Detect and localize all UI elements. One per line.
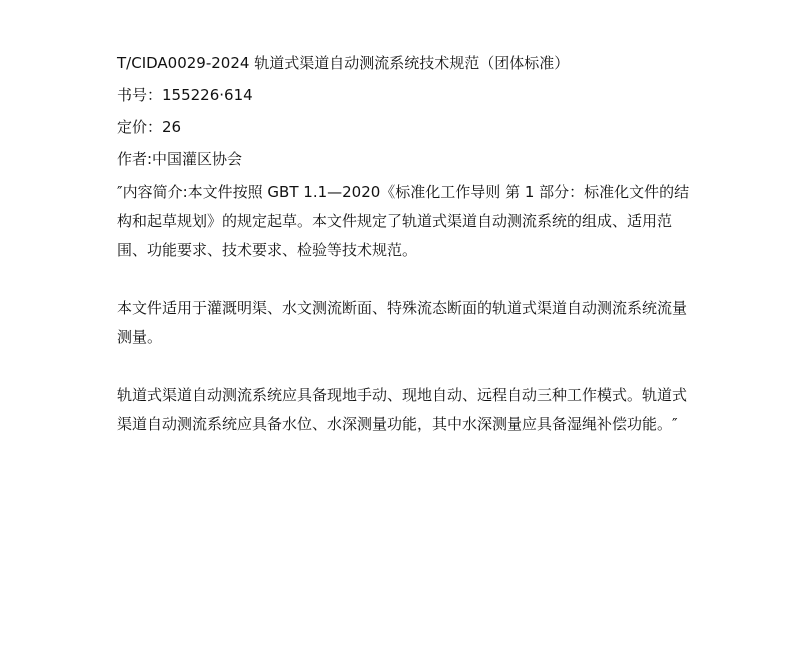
book-number: 书号：155226·614 [117,86,253,104]
price: 定价：26 [117,118,182,136]
document-body [117,50,697,439]
summary-paragraph-2: 本文件适用于灌溉明渠、水文测流断面、特殊流态断面的轨道式渠道自动测流系统流量测量。 [117,299,688,346]
document-title: T/CIDA0029-2024 轨道式渠道自动测流系统技术规范（团体标准） [117,54,570,72]
summary-paragraph-3: 轨道式渠道自动测流系统应具备现地手动、现地自动、远程自动三种工作模式。轨道式渠道自动测流系统应具备水位、水深测量功能，其中水深测量应具备湿绳补偿功能。″ [117,386,688,433]
author: 作者:中国灌区协会 [117,150,243,168]
paragraph-spacer [117,352,697,381]
summary-paragraph-1: ″内容简介:本文件按照 GBT 1.1—2020《标准化工作导则 第 1 部分：标准化文件的结构和起草规划》的规定起草。本文件规定了轨道式渠道自动测流系统的组成、适用范围、功能要求、技术要求、检验等技术规范。 [117,183,690,259]
paragraph-spacer [117,265,697,294]
